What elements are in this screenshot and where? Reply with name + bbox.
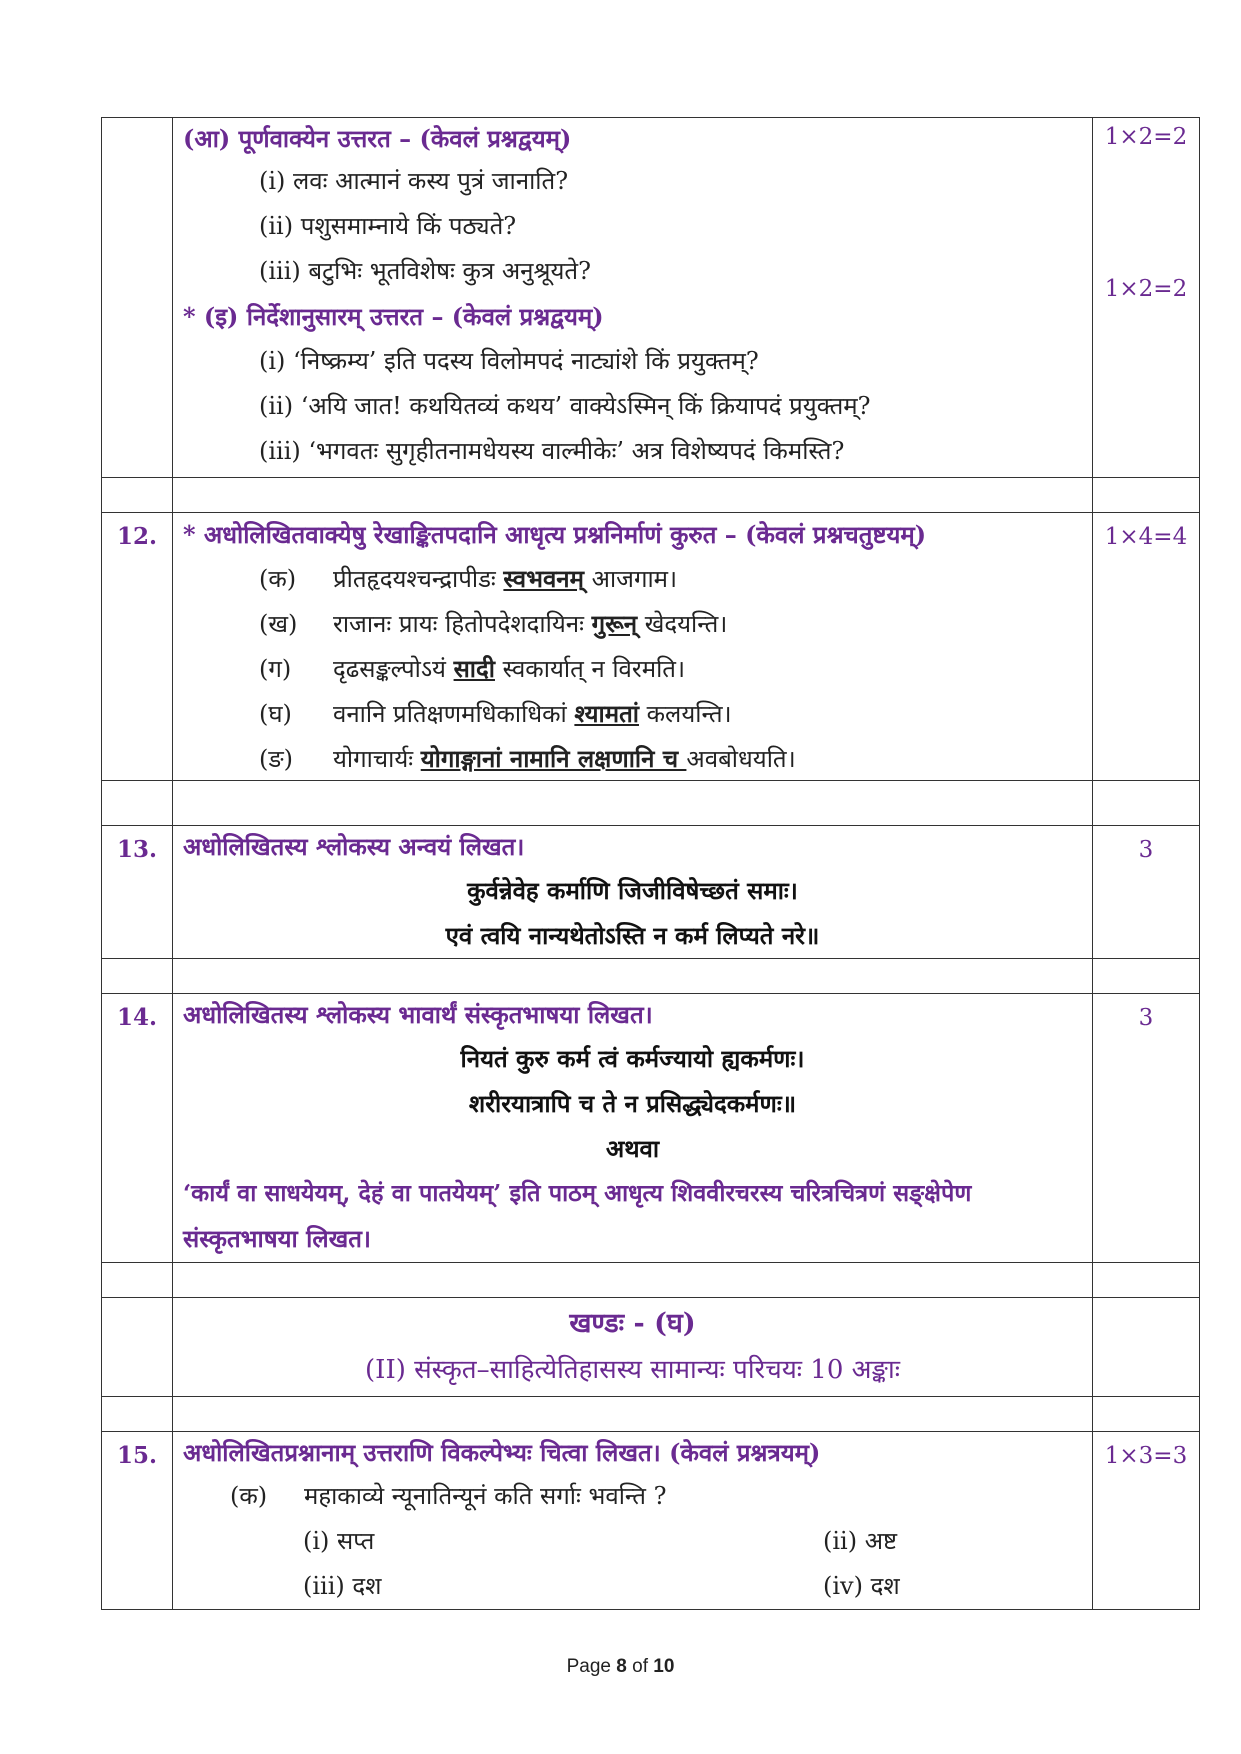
q14-number: 14.	[116, 1004, 157, 1031]
footer-prefix: Page	[566, 1656, 617, 1677]
q12-marks: 1×4=4	[1104, 524, 1188, 550]
q12-item-ka-underlined: स्वभवनम्	[503, 564, 584, 593]
q11b-marks: 1×2=2	[1104, 124, 1188, 150]
q12-item-kha-label: (ख)	[259, 610, 298, 638]
q12-item-nga-label: (ङ)	[259, 745, 294, 773]
q13-marks: 3	[1138, 837, 1154, 863]
q15-sub-question	[183, 1474, 1082, 1519]
q13-verse-line-1: कुर्वन्नेवेह कर्माणि जिजीविषेच्छतं समाः।	[467, 876, 798, 905]
q12-item-gha-underlined: श्यामतां	[574, 699, 639, 728]
q14-or: अथवा	[605, 1134, 660, 1163]
q14-row	[102, 994, 1200, 1263]
q12-number: 12.	[116, 523, 157, 550]
q12-item-ka-before: प्रीतहृदयश्चन्द्रापीडः	[333, 565, 504, 593]
q14-alt-line-2: संस्कृतभाषया लिखत।	[183, 1224, 372, 1253]
q14-heading: अधोलिखितस्य श्लोकस्य भावार्थं संस्कृतभाषया लिखत।	[183, 1000, 653, 1029]
q15-body	[173, 1432, 1093, 1610]
q13-number-cell	[102, 826, 173, 959]
q11c-marks: 1×2=2	[1104, 276, 1188, 302]
q12-number-cell	[102, 513, 173, 781]
q12-item-ga-underlined: सादी	[453, 654, 495, 683]
q12-item-nga-before: योगाचार्यः	[333, 745, 421, 773]
section-body	[173, 1298, 1093, 1397]
section-number-cell	[102, 1298, 173, 1397]
footer-current-page: 8	[616, 1656, 627, 1677]
q12-item-ka	[183, 556, 1082, 601]
q15-number: 15.	[116, 1442, 157, 1469]
q13-body	[173, 826, 1093, 959]
q12-item-kha-underlined: गुरून्	[591, 609, 638, 638]
q14-verse-line-2: शरीरयात्रापि च ते न प्रसिद्ध्येदकर्मणः॥	[468, 1089, 797, 1118]
q11-body	[173, 118, 1093, 478]
q12-item-ka-label: (क)	[259, 565, 297, 593]
q14-number-cell	[102, 994, 173, 1263]
q11c-item-3: (iii) ‘भगवतः सुगृहीतनामधेयस्य वाल्मीकेः’ अत्र विशेष्यपदं किमस्ति?	[259, 437, 845, 465]
q11c-item-2: (ii) ‘अयि जात! कथयितव्यं कथय’ वाक्येऽस्मिन् किं क्रियापदं प्रयुक्तम्?	[259, 392, 871, 420]
q11-number-cell	[102, 118, 173, 478]
q12-item-ga-label: (ग)	[259, 655, 292, 683]
page-footer	[0, 1656, 1241, 1678]
q12-item-gha-after: कलयन्ति।	[638, 700, 732, 728]
spacer-row	[102, 1397, 1200, 1432]
q15-option-3: (iii) दश	[303, 1572, 382, 1600]
q15-marks-cell	[1093, 1432, 1200, 1610]
question-table	[101, 117, 1200, 1610]
q12-item-ga	[183, 646, 1082, 691]
q11b-heading: (आ) पूर्णवाक्येन उत्तरत – (केवलं प्रश्नद्वयम्)	[183, 124, 572, 153]
q11b-item-3: (iii) बटुभिः भूतविशेषः कुत्र अनुश्रूयते?	[259, 257, 591, 285]
section-row	[102, 1298, 1200, 1397]
footer-total-pages: 10	[653, 1656, 675, 1677]
q14-body	[173, 994, 1093, 1263]
q13-row	[102, 826, 1200, 959]
spacer-row	[102, 478, 1200, 513]
q12-item-kha-before: राजानः प्रायः हितोपदेशदायिनः	[333, 610, 592, 638]
q12-item-gha-label: (घ)	[259, 700, 292, 728]
q15-option-4: (iv) दश	[823, 1572, 900, 1600]
q13-verse-line-2: एवं त्वयि नान्यथेतोऽस्ति न कर्म लिप्यते नरे॥	[445, 921, 820, 950]
q15-number-cell	[102, 1432, 173, 1610]
q12-item-nga-after: अवबोधयति।	[686, 745, 796, 773]
q12-item-ga-after: स्वकार्यात् न विरमति।	[494, 655, 686, 683]
section-marks-cell	[1093, 1298, 1200, 1397]
q14-alt-line-1: ‘कार्यं वा साधयेयम्, देहं वा पातयेयम्’ इति पाठम् आधृत्य शिववीरचरस्य चरित्रचित्रणं सङ्क्षेपेण	[183, 1179, 972, 1207]
q14-verse-line-1: नियतं कुरु कर्म त्वं कर्मज्यायो ह्यकर्मणः।	[460, 1044, 805, 1073]
q13-marks-cell	[1093, 826, 1200, 959]
q12-row	[102, 513, 1200, 781]
q15-options-row-1	[183, 1519, 1082, 1564]
q12-item-nga-underlined: योगाङ्गानां नामानि लक्षणानि च	[420, 744, 687, 773]
q14-marks-cell	[1093, 994, 1200, 1263]
q15-sub-label: (क)	[230, 1482, 268, 1510]
q14-marks: 3	[1138, 1005, 1154, 1031]
q15-options-row-2	[183, 1564, 1082, 1609]
q12-item-nga	[183, 736, 1082, 780]
q12-heading: * अधोलिखितवाक्येषु रेखाङ्कितपदानि आधृत्य प्रश्ननिर्माणं कुरुत – (केवलं प्रश्नचतुष्टयम्)	[183, 520, 927, 549]
q12-item-ka-after: आजगाम।	[583, 565, 678, 593]
q12-item-kha	[183, 601, 1082, 646]
q11-marks-cell	[1093, 118, 1200, 478]
q11c-heading: * (इ) निर्देशानुसारम् उत्तरत – (केवलं प्रश्नद्वयम्)	[183, 302, 604, 331]
spacer-row	[102, 1263, 1200, 1298]
q11b-item-1: (i) लवः आत्मानं कस्य पुत्रं जानाति?	[259, 167, 569, 195]
q13-number: 13.	[116, 836, 157, 863]
q15-option-1: (i) सप्त	[303, 1527, 375, 1555]
q12-marks-cell	[1093, 513, 1200, 781]
q11b-item-2: (ii) पशुसमाम्नाये किं पठ्यते?	[259, 212, 517, 240]
q12-item-kha-after: खेदयन्ति।	[637, 610, 728, 638]
q15-marks: 1×3=3	[1104, 1443, 1188, 1469]
q12-item-ga-before: दृढसङ्कल्पोऽयं	[333, 655, 454, 683]
q11-row	[102, 118, 1200, 478]
footer-middle: of	[626, 1656, 654, 1677]
q12-body	[173, 513, 1093, 781]
q15-option-2: (ii) अष्ट	[823, 1527, 898, 1555]
section-title: खण्डः - (घ)	[569, 1308, 696, 1339]
spacer-row	[102, 959, 1200, 994]
section-subtitle: (II) संस्कृत–साहित्येतिहासस्य सामान्यः परिचयः 10 अङ्काः	[365, 1355, 900, 1385]
q15-heading: अधोलिखितप्रश्नानाम् उत्तराणि विकल्पेभ्यः चित्वा लिखत। (केवलं प्रश्नत्रयम्)	[183, 1438, 821, 1467]
q12-item-gha	[183, 691, 1082, 736]
spacer-row	[102, 781, 1200, 826]
q15-sub-question-text: महाकाव्ये न्यूनातिन्यूनं कति सर्गाः भवन्ति ?	[304, 1482, 667, 1510]
q13-heading: अधोलिखितस्य श्लोकस्य अन्वयं लिखत।	[183, 832, 525, 861]
q12-item-gha-before: वनानि प्रतिक्षणमधिकाधिकां	[333, 700, 575, 728]
q15-row	[102, 1432, 1200, 1610]
q11c-item-1: (i) ‘निष्क्रम्य’ इति पदस्य विलोमपदं नाट्यांशे किं प्रयुक्तम्?	[259, 347, 759, 375]
